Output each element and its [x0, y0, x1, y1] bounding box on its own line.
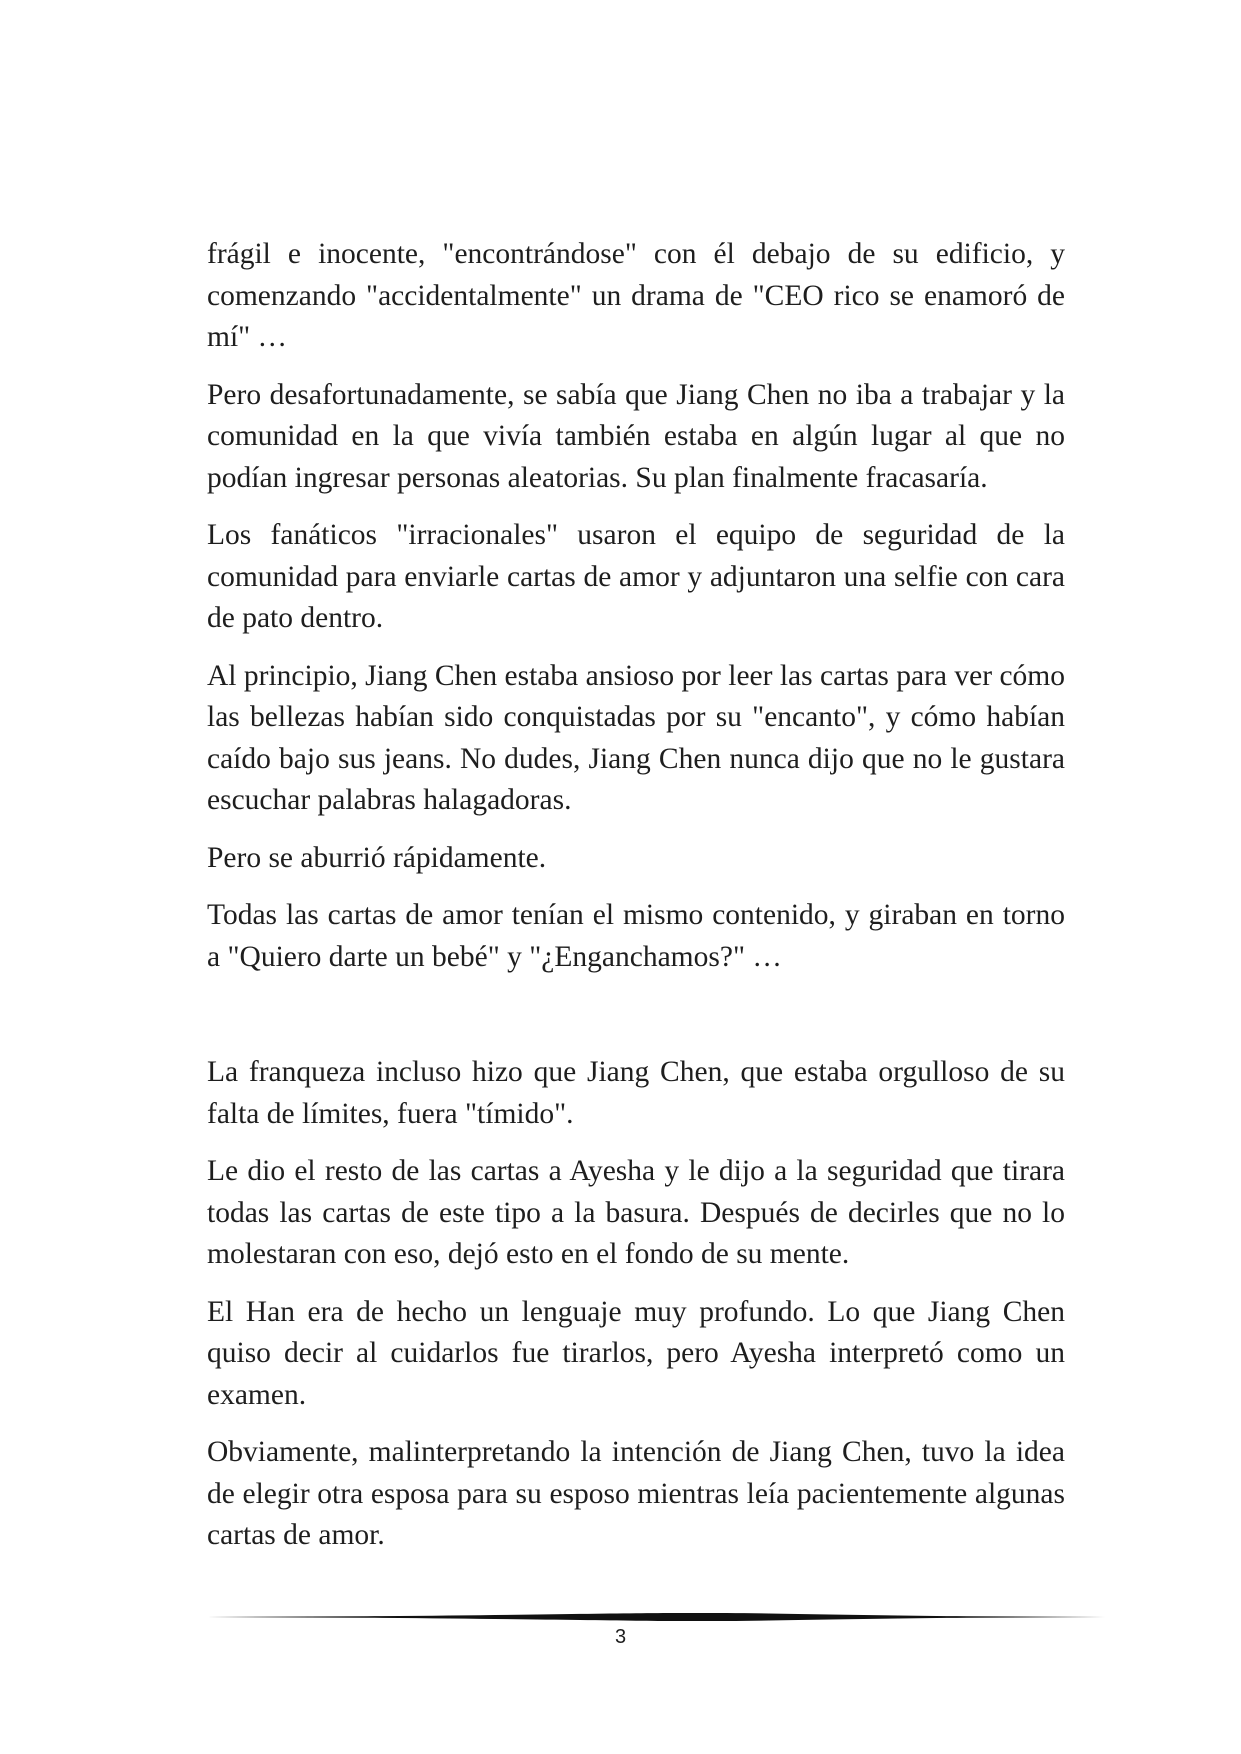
footer-divider: [207, 1610, 1105, 1624]
body-text: [207, 234, 1065, 1573]
paragraph: Obviamente, malinterpretando la intención de Jiang Chen, tuvo la idea de elegir otra esposa para su esposo mientras leía pacientemente algunas cartas de amor.: [207, 1436, 1065, 1551]
paragraph: Pero desafortunadamente, se sabía que Jiang Chen no iba a trabajar y la comunidad en la que vivía también estaba en algún lugar al que no podían ingresar personas aleatorias. Su plan finalmente fracasaría.: [207, 378, 1065, 494]
paragraph: El Han era de hecho un lenguaje muy profundo. Lo que Jiang Chen quiso decir al cuidarlos fue tirarlos, pero Ayesha interpretó como un examen.: [207, 1295, 1065, 1411]
paragraph: Le dio el resto de las cartas a Ayesha y le dijo a la seguridad que tirara todas las cartas de este tipo a la basura. Después de decirles que no lo molestaran con eso, dejó esto en el fondo de su mente.: [207, 1155, 1065, 1270]
paragraph: Al principio, Jiang Chen estaba ansioso por leer las cartas para ver cómo las bellezas habían sido conquistadas por su "encanto", y cómo habían caído bajo sus jeans. No dudes, Jiang Chen nunca dijo que no le gustara escuchar palabras halagadoras.: [207, 659, 1065, 816]
paragraph: La franqueza incluso hizo que Jiang Chen, que estaba orgulloso de su falta de límites, fuera "tímido".: [207, 1056, 1065, 1130]
paragraph: Pero se aburrió rápidamente.: [207, 841, 547, 874]
paragraph: Los fanáticos "irracionales" usaron el equipo de seguridad de la comunidad para enviarle cartas de amor y adjuntaron una selfie con cara de pato dentro.: [207, 519, 1065, 634]
page-number: 3: [614, 1626, 627, 1648]
paragraph: Todas las cartas de amor tenían el mismo contenido, y giraban en torno a "Quiero darte un bebé" y "¿Enganchamos?" …: [207, 899, 1065, 973]
paragraph: frágil e inocente, "encontrándose" con él debajo de su edificio, y comenzando "accidentalmente" un drama de "CEO rico se enamoró de mí" …: [207, 238, 1065, 353]
section-break: [207, 994, 1065, 1052]
